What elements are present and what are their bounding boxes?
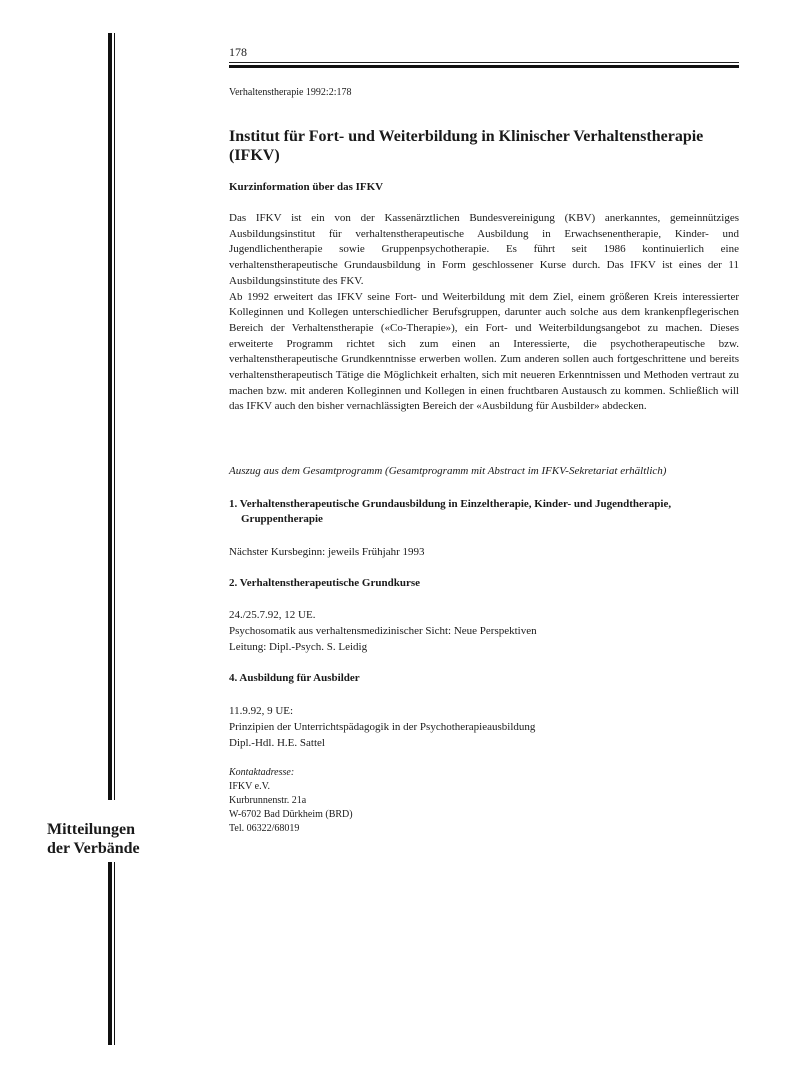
article-title-line1: Institut für Fort- und Weiterbildung in Klinischer Verhaltenstherapie [229,128,704,145]
header-rule-thin [229,62,739,63]
intro-heading: Kurzinformation über das IFKV [229,181,384,193]
section-1-text: Nächster Kursbeginn: jeweils Frühjahr 1993 [229,546,425,558]
section-2-line3: Leitung: Dipl.-Psych. S. Leidig [229,641,368,653]
section-1-title-line1: 1. Verhaltenstherapeutische Grundausbildung in Einzeltherapie, Kinder- und Jugendtherapie, [229,498,672,510]
section-label-line1: Mitteilungen [47,821,135,838]
section-4-body [229,703,535,751]
section-2-line1: 24./25.7.92, 12 UE. [229,609,316,621]
section-4-line2: Prinzipien der Unterrichtspädagogik in der Psychotherapieausbildung [229,721,536,733]
section-2-body [229,607,537,655]
section-label [47,820,157,858]
section-2-line2: Psychosomatik aus verhaltensmedizinischer Sicht: Neue Perspektiven [229,625,537,637]
article-title [229,127,739,165]
contact-label: Kontaktadresse: [229,767,295,778]
excerpt-note: Auszug aus dem Gesamtprogramm (Gesamtprogramm mit Abstract im IFKV-Sekretariat erhältlich) [229,465,667,477]
contact-name: IFKV e.V. [229,781,271,792]
margin-bar-top-thick [108,33,112,800]
margin-bar-bottom-thick [108,862,112,1045]
section-label-line2: der Verbände [47,840,140,857]
contact-phone: Tel. 06322/68019 [229,823,300,834]
section-4-line1: 11.9.92, 9 UE: [229,705,294,717]
contact-street: Kurbrunnenstr. 21a [229,795,307,806]
contact-block [229,766,353,836]
contact-city: W-6702 Bad Dürkheim (BRD) [229,809,353,820]
article-title-line2: (IFKV) [229,147,280,164]
intro-body [229,211,739,415]
page-number: 178 [229,45,247,59]
margin-bar-top-thin [114,33,115,800]
journal-reference: Verhaltenstherapie 1992:2:178 [229,87,352,98]
margin-bar-bottom-thin [114,862,115,1045]
section-4-title: 4. Ausbildung für Ausbilder [229,672,360,684]
section-4-line3: Dipl.-Hdl. H.E. Sattel [229,737,325,749]
header-rule-thick [229,65,739,68]
section-1-title [229,497,739,527]
intro-paragraph-2: Ab 1992 erweitert das IFKV seine Fort- und Weiterbildung mit dem Ziel, einem größeren Kreis interessierter Kolleginnen und Kollegen unterschiedlicher Berufsgruppen, darunter auch solche aus dem krankenpflegerischen Bereich der Verhaltenstherapie («Co-Therapie»), ein Fort- und Weiterbildungsangebot zu machen. Dieses erweiterte Programm richtet sich zum einen an Interessierte, die psychotherapeutische bzw. verhaltenstherapeutische Grundkenntnisse erwerben wollen. Zum anderen sollen auch fortgeschrittene und bereits verhaltenstherapeutisch Tätige die Möglichkeit erhalten, sich mit neueren Erkenntnissen und Methoden vertraut zu machen bzw. mit anderen Kolleginnen und Kollegen in einen fruchtbaren Austausch zu kommen. Schließlich will das IFKV auch den bisher vernachlässigten Bereich der «Ausbildung für Ausbilder» abdecken. [229,290,739,413]
intro-paragraph-1: Das IFKV ist ein von der Kassenärztlichen Bundesvereinigung (KBV) anerkanntes, gemeinnütziges Ausbildungsinstitut für verhaltenstherapeutische Ausbildung in Erwachsenentherapie, Kinder- und Jugendlichentherapie sowie Gruppenpsychotherapie. Es führt seit 1986 kontinuierlich eine verhaltenstherapeutische Grundausbildung in Form geschlossener Kurse durch. Das IFKV ist eines der 11 Ausbildungsinstitute des FKV. [229,212,739,287]
section-1-title-line2: Gruppentherapie [241,513,323,525]
section-2-title: 2. Verhaltenstherapeutische Grundkurse [229,577,420,589]
